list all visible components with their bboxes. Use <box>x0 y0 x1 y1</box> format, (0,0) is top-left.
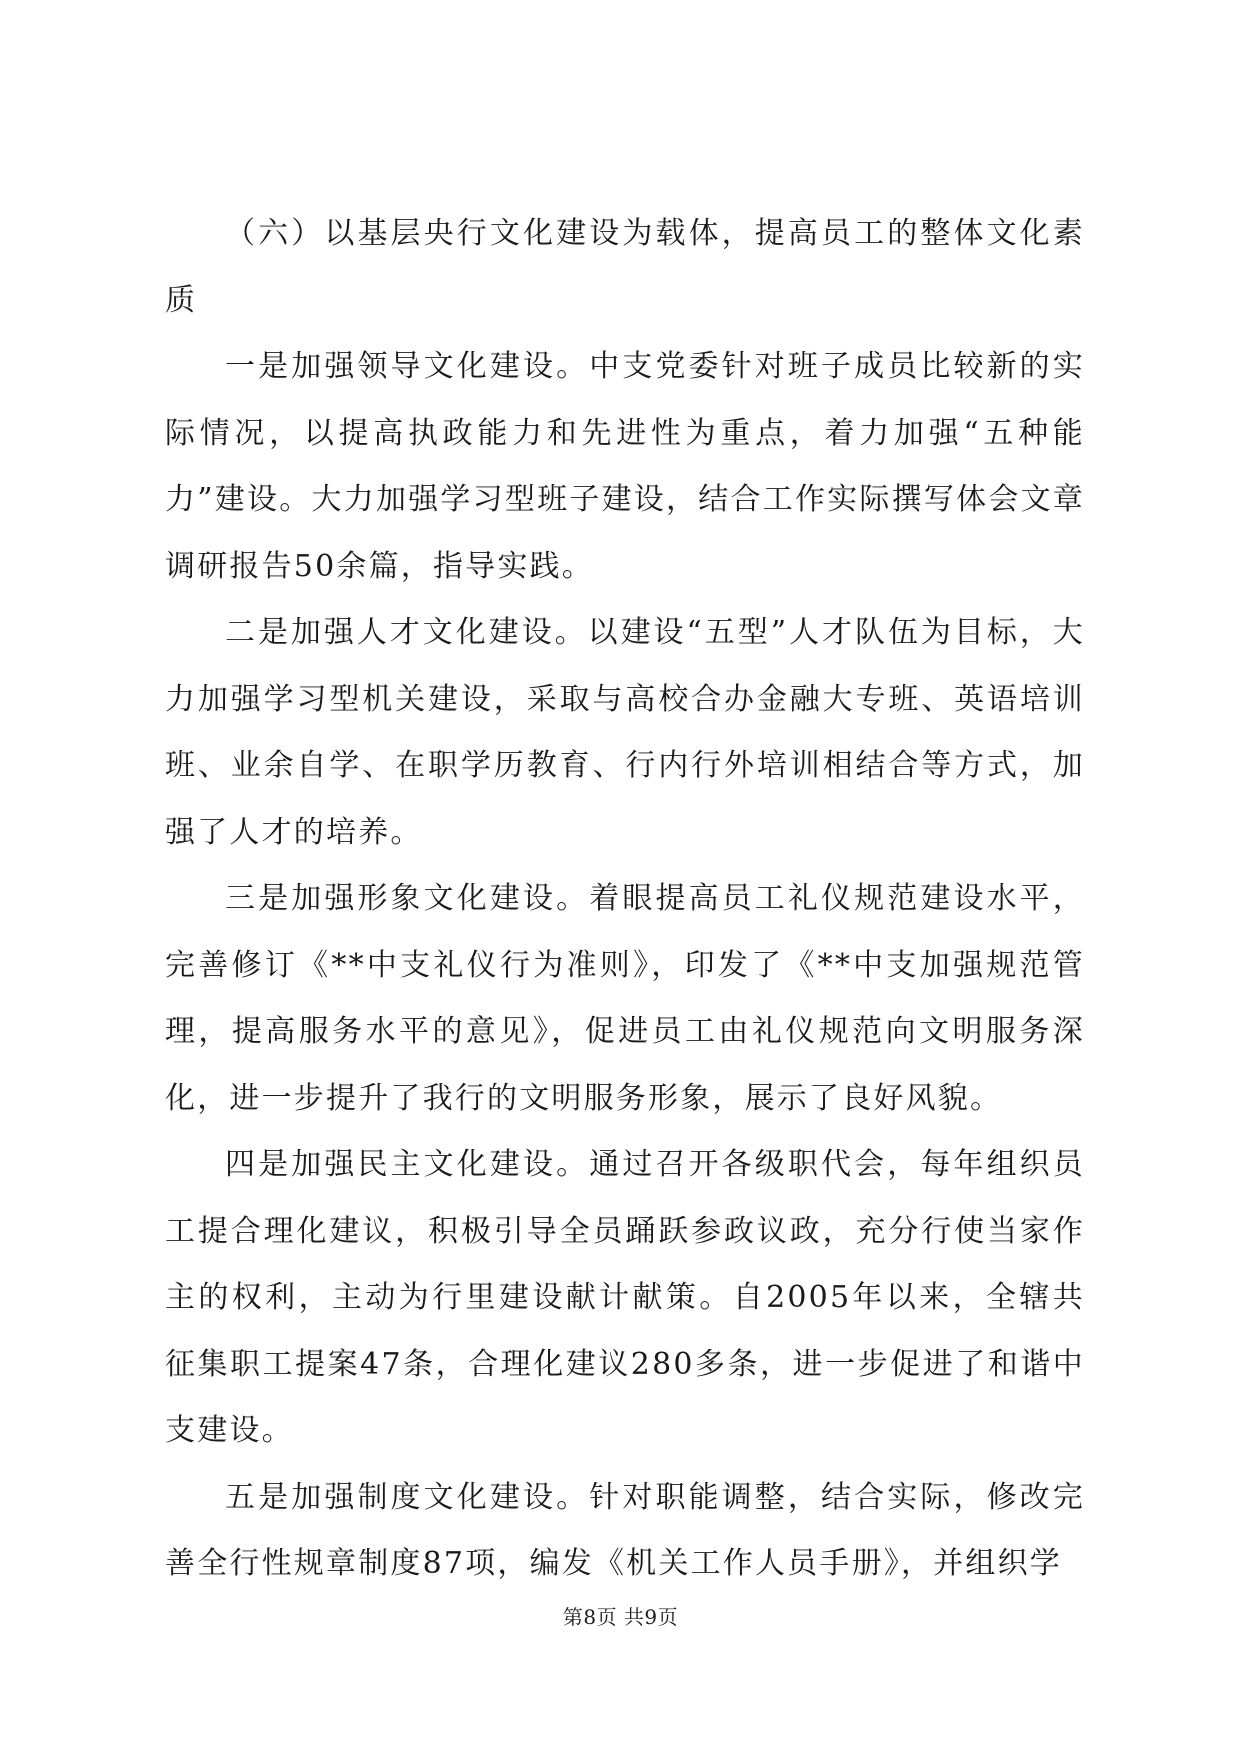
paragraph-leadership-culture: 一是加强领导文化建设。中支党委针对班子成员比较新的实际情况，以提高执政能力和先进性为重点，着力加强“五种能力”建设。大力加强学习型班子建设，结合工作实际撰写体会文章调研报告50余篇，指导实践。 <box>165 349 1085 584</box>
document-body <box>165 201 1085 1598</box>
paragraph-system-culture: 五是加强制度文化建设。针对职能调整，结合实际，修改完善全行性规章制度87项，编发《机关工作人员手册》，并组织学 <box>165 1479 1085 1581</box>
paragraph-democracy-culture: 四是加强民主文化建设。通过召开各级职代会，每年组织员工提合理化建议，积极引导全员踊跃参政议政，充分行使当家作主的权利，主动为行里建设献计献策。自2005年以来，全辖共征集职工提案47条，合理化建议280多条，进一步促进了和谐中支建设。 <box>165 1147 1085 1448</box>
paragraph-image-culture: 三是加强形象文化建设。着眼提高员工礼仪规范建设水平，完善修订《**中支礼仪行为准则》，印发了《**中支加强规范管理，提高服务水平的意见》，促进员工由礼仪规范向文明服务深化，进一步提升了我行的文明服务形象，展示了良好风貌。 <box>165 881 1085 1116</box>
paragraph-talent-culture: 二是加强人才文化建设。以建设“五型”人才队伍为目标，大力加强学习型机关建设，采取与高校合办金融大专班、英语培训班、业余自学、在职学历教育、行内行外培训相结合等方式，加强了人才的培养。 <box>165 615 1085 850</box>
page-number-footer: 第8页 共9页 <box>562 1605 679 1629</box>
section-heading: （六）以基层央行文化建设为载体，提高员工的整体文化素质 <box>165 216 1085 318</box>
